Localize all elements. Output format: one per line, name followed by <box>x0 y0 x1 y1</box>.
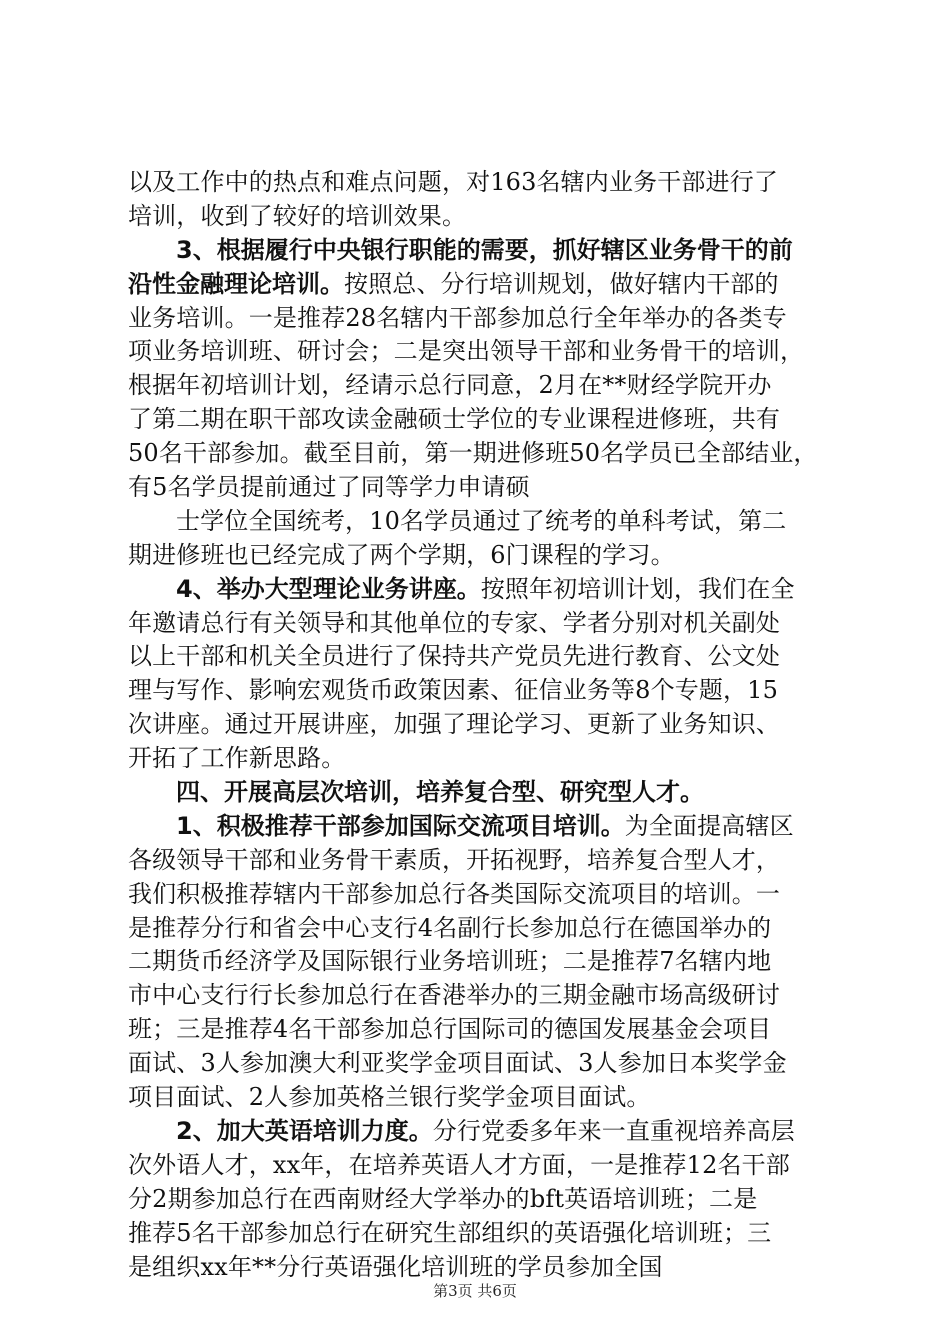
body-text: 是推荐分行和省会中心支行4名副行长参加总行在德国举办的 <box>128 913 772 942</box>
text-line <box>128 979 836 1013</box>
bold-heading-text: 沿性金融理论培训。 <box>128 269 344 298</box>
text-line <box>128 505 836 539</box>
text-line <box>128 776 836 810</box>
page-footer: 第3页 共6页 <box>433 1282 517 1300</box>
body-text: 士学位全国统考，10名学员通过了统考的单科考试，第二 <box>176 506 787 535</box>
body-text: 以上干部和机关全员进行了保持共产党员先进行教育、公文处 <box>128 642 781 671</box>
text-line <box>128 166 836 200</box>
body-text: 班；三是推荐4名干部参加总行国际司的德国发展基金会项目 <box>128 1015 772 1044</box>
body-text: 分行党委多年来一直重视培养高层 <box>432 1116 795 1145</box>
text-line <box>128 844 836 878</box>
text-line <box>128 335 836 369</box>
body-text: 50名干部参加。截至目前，第一期进修班50名学员已全部结业， <box>128 439 818 468</box>
body-text: 了第二期在职干部攻读金融硕士学位的专业课程进修班，共有 <box>128 405 781 434</box>
body-text: 按照年初培训计划，我们在全 <box>480 574 795 603</box>
body-text: 理与写作、影响宏观货币政策因素、征信业务等8个专题，15 <box>128 676 779 705</box>
text-line <box>128 302 836 336</box>
bold-heading-text: 1、积极推荐干部参加国际交流项目培训。 <box>176 811 625 840</box>
text-line <box>128 742 836 776</box>
text-line <box>128 810 836 844</box>
body-text: 是组织xx年**分行英语强化培训班的学员参加全国 <box>128 1252 663 1281</box>
body-text: 市中心支行行长参加总行在香港举办的三期金融市场高级研讨 <box>128 981 781 1010</box>
text-line <box>128 878 836 912</box>
body-text: 根据年初培训计划，经请示总行同意，2月在**财经学院开办 <box>128 371 772 400</box>
text-line <box>128 1013 836 1047</box>
text-line <box>128 200 836 234</box>
text-line <box>128 1081 836 1115</box>
body-text: 各级领导干部和业务骨干素质，开拓视野，培养复合型人才， <box>128 845 781 874</box>
text-line <box>128 1149 836 1183</box>
body-text: 次讲座。通过开展讲座，加强了理论学习、更新了业务知识、 <box>128 710 781 739</box>
body-text: 项目面试、2人参加英格兰银行奖学金项目面试。 <box>128 1083 651 1112</box>
text-line <box>128 912 836 946</box>
body-text: 开拓了工作新思路。 <box>128 744 346 773</box>
text-line <box>128 1251 836 1285</box>
bold-heading-text: 四、开展高层次培训，培养复合型、研究型人才。 <box>176 778 704 807</box>
text-line <box>128 437 836 471</box>
body-text: 项业务培训班、研讨会；二是突出领导干部和业务骨干的培训， <box>128 337 805 366</box>
bold-heading-text: 2、加大英语培训力度。 <box>176 1116 433 1145</box>
body-text: 业务培训。一是推荐28名辖内干部参加总行全年举办的各类专 <box>128 303 787 332</box>
body-text: 推荐5名干部参加总行在研究生部组织的英语强化培训班；三 <box>128 1218 772 1247</box>
text-line <box>128 1047 836 1081</box>
text-line <box>128 945 836 979</box>
text-line <box>128 1115 836 1149</box>
text-line <box>128 708 836 742</box>
bold-heading-text: 3、根据履行中央银行职能的需要，抓好辖区业务骨干的前 <box>176 235 793 264</box>
text-line <box>128 403 836 437</box>
body-text: 培训，收到了较好的培训效果。 <box>128 201 467 230</box>
document-body <box>128 166 836 1284</box>
body-text: 有5名学员提前通过了同等学力申请硕 <box>128 473 530 502</box>
text-line <box>128 640 836 674</box>
body-text: 次外语人才，xx年，在培养英语人才方面，一是推荐12名干部 <box>128 1150 790 1179</box>
body-text: 期进修班也已经完成了两个学期，6门课程的学习。 <box>128 540 675 569</box>
text-line <box>128 268 836 302</box>
text-line <box>128 573 836 607</box>
body-text: 分2期参加总行在西南财经大学举办的bft英语培训班；二是 <box>128 1184 758 1213</box>
body-text: 面试、3人参加澳大利亚奖学金项目面试、3人参加日本奖学金 <box>128 1049 787 1078</box>
body-text: 为全面提高辖区 <box>624 811 794 840</box>
bold-heading-text: 4、举办大型理论业务讲座。 <box>176 574 481 603</box>
text-line <box>128 539 836 573</box>
text-line <box>128 234 836 268</box>
text-line <box>128 1183 836 1217</box>
body-text: 以及工作中的热点和难点问题，对163名辖内业务干部进行了 <box>128 168 779 196</box>
text-line <box>128 1217 836 1251</box>
body-text: 我们积极推荐辖内干部参加总行各类国际交流项目的培训。一 <box>128 879 781 908</box>
body-text: 按照总、分行培训规划，做好辖内干部的 <box>344 269 779 298</box>
body-text: 年邀请总行有关领导和其他单位的专家、学者分别对机关副处 <box>128 608 781 637</box>
text-line <box>128 674 836 708</box>
body-text: 二期货币经济学及国际银行业务培训班；二是推荐7名辖内地 <box>128 947 772 976</box>
text-line <box>128 471 836 505</box>
text-line <box>128 607 836 641</box>
text-line <box>128 369 836 403</box>
